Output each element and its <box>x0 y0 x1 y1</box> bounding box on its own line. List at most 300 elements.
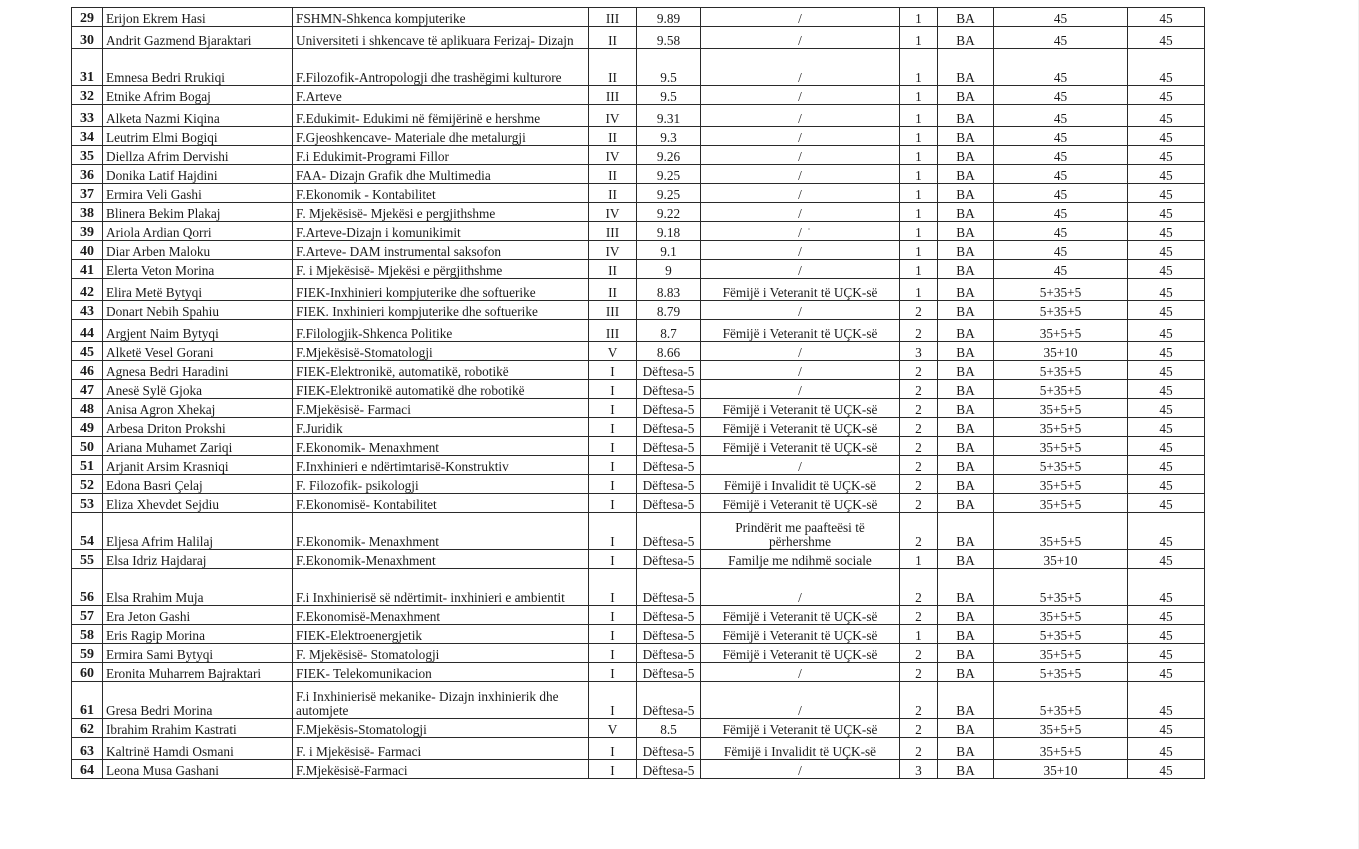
study-year-cell: I <box>589 494 637 513</box>
points-breakdown-cell: 45 <box>994 203 1128 222</box>
study-year-cell: V <box>589 719 637 738</box>
table-row <box>72 760 1205 779</box>
study-level-cell: BA <box>938 625 994 644</box>
study-level-cell: BA <box>938 105 994 127</box>
table-row <box>72 320 1205 342</box>
row-number-cell: 29 <box>72 8 103 27</box>
total-points-cell: 45 <box>1128 513 1205 550</box>
study-level-cell: BA <box>938 456 994 475</box>
faculty-program-cell: F.i Inxhinierisë së ndërtimit- inxhinieri e ambientit <box>293 569 589 606</box>
average-grade-cell: 9.5 <box>637 49 701 86</box>
points-breakdown-cell: 5+35+5 <box>994 625 1128 644</box>
points-breakdown-cell: 45 <box>994 165 1128 184</box>
total-points-cell: 45 <box>1128 146 1205 165</box>
points-breakdown-cell: 35+5+5 <box>994 418 1128 437</box>
row-number-cell: 36 <box>72 165 103 184</box>
study-year-cell: I <box>589 380 637 399</box>
table-row <box>72 738 1205 760</box>
social-category-cell: / <box>701 342 900 361</box>
family-count-cell: 2 <box>900 301 938 320</box>
study-level-cell: BA <box>938 203 994 222</box>
total-points-cell: 45 <box>1128 663 1205 682</box>
social-category-cell: / <box>701 222 900 241</box>
average-grade-cell: Dëftesa-5 <box>637 663 701 682</box>
total-points-cell: 45 <box>1128 165 1205 184</box>
table-row <box>72 222 1205 241</box>
faculty-program-cell: F.Gjeoshkencave- Materiale dhe metalurgji <box>293 127 589 146</box>
study-level-cell: BA <box>938 513 994 550</box>
average-grade-cell: 8.5 <box>637 719 701 738</box>
study-level-cell: BA <box>938 320 994 342</box>
points-breakdown-cell: 5+35+5 <box>994 569 1128 606</box>
family-count-cell: 2 <box>900 456 938 475</box>
social-category-cell: Fëmijë i Veteranit të UÇK-së <box>701 279 900 301</box>
average-grade-cell: 9.26 <box>637 146 701 165</box>
total-points-cell: 45 <box>1128 8 1205 27</box>
study-level-cell: BA <box>938 184 994 203</box>
faculty-program-cell: F.Mjekësisë- Farmaci <box>293 399 589 418</box>
social-category-cell: / <box>701 380 900 399</box>
row-number-cell: 55 <box>72 550 103 569</box>
social-category-cell: / <box>701 27 900 49</box>
average-grade-cell: 8.83 <box>637 279 701 301</box>
faculty-program-cell: F.Arteve- DAM instrumental saksofon <box>293 241 589 260</box>
study-level-cell: BA <box>938 760 994 779</box>
row-number-cell: 38 <box>72 203 103 222</box>
total-points-cell: 45 <box>1128 279 1205 301</box>
family-count-cell: 1 <box>900 184 938 203</box>
social-category-cell: / <box>701 49 900 86</box>
faculty-program-cell: F.Inxhinieri e ndërtimtarisë-Konstruktiv <box>293 456 589 475</box>
average-grade-cell: 9.25 <box>637 165 701 184</box>
student-name-cell: Andrit Gazmend Bjaraktari <box>103 27 293 49</box>
faculty-program-cell: F.Mjekësisë-Farmaci <box>293 760 589 779</box>
student-name-cell: Kaltrinë Hamdi Osmani <box>103 738 293 760</box>
average-grade-cell: 9.31 <box>637 105 701 127</box>
student-name-cell: Era Jeton Gashi <box>103 606 293 625</box>
average-grade-cell: Dëftesa-5 <box>637 644 701 663</box>
study-level-cell: BA <box>938 222 994 241</box>
table-row <box>72 127 1205 146</box>
row-number-cell: 56 <box>72 569 103 606</box>
faculty-program-cell: F.Edukimit- Edukimi në fëmijërinë e hershme <box>293 105 589 127</box>
social-category-cell: Fëmijë i Veteranit të UÇK-së <box>701 606 900 625</box>
family-count-cell: 3 <box>900 760 938 779</box>
social-category-cell: Fëmijë i Veteranit të UÇK-së <box>701 644 900 663</box>
social-category-cell: / <box>701 8 900 27</box>
table-row <box>72 625 1205 644</box>
table-row <box>72 165 1205 184</box>
table-row <box>72 342 1205 361</box>
student-name-cell: Ariana Muhamet Zariqi <box>103 437 293 456</box>
student-name-cell: Edona Basri Çelaj <box>103 475 293 494</box>
row-number-cell: 34 <box>72 127 103 146</box>
study-year-cell: I <box>589 475 637 494</box>
family-count-cell: 1 <box>900 86 938 105</box>
study-year-cell: IV <box>589 241 637 260</box>
study-level-cell: BA <box>938 127 994 146</box>
family-count-cell: 2 <box>900 606 938 625</box>
table-row <box>72 49 1205 86</box>
row-number-cell: 32 <box>72 86 103 105</box>
study-year-cell: I <box>589 456 637 475</box>
points-breakdown-cell: 45 <box>994 146 1128 165</box>
total-points-cell: 45 <box>1128 105 1205 127</box>
study-level-cell: BA <box>938 569 994 606</box>
average-grade-cell: Dëftesa-5 <box>637 606 701 625</box>
student-name-cell: Etnike Afrim Bogaj <box>103 86 293 105</box>
table-row <box>72 86 1205 105</box>
total-points-cell: 45 <box>1128 456 1205 475</box>
points-breakdown-cell: 45 <box>994 260 1128 279</box>
faculty-program-cell: FIEK-Inxhinieri kompjuterike dhe softuerike <box>293 279 589 301</box>
row-number-cell: 33 <box>72 105 103 127</box>
social-category-cell: / <box>701 86 900 105</box>
study-year-cell: I <box>589 399 637 418</box>
study-level-cell: BA <box>938 361 994 380</box>
study-level-cell: BA <box>938 342 994 361</box>
social-category-cell: / <box>701 184 900 203</box>
faculty-program-cell: FSHMN-Shkenca kompjuterike <box>293 8 589 27</box>
social-category-cell: Familje me ndihmë sociale <box>701 550 900 569</box>
family-count-cell: 2 <box>900 399 938 418</box>
table-row <box>72 456 1205 475</box>
row-number-cell: 51 <box>72 456 103 475</box>
average-grade-cell: Dëftesa-5 <box>637 456 701 475</box>
study-level-cell: BA <box>938 49 994 86</box>
student-name-cell: Ermira Veli Gashi <box>103 184 293 203</box>
points-breakdown-cell: 35+5+5 <box>994 738 1128 760</box>
points-breakdown-cell: 35+5+5 <box>994 494 1128 513</box>
average-grade-cell: Dëftesa-5 <box>637 418 701 437</box>
total-points-cell: 45 <box>1128 437 1205 456</box>
social-category-cell: / <box>701 165 900 184</box>
total-points-cell: 45 <box>1128 361 1205 380</box>
total-points-cell: 45 <box>1128 738 1205 760</box>
average-grade-cell: 8.79 <box>637 301 701 320</box>
student-name-cell: Alketa Nazmi Kiqina <box>103 105 293 127</box>
row-number-cell: 60 <box>72 663 103 682</box>
family-count-cell: 2 <box>900 418 938 437</box>
study-year-cell: I <box>589 418 637 437</box>
social-category-cell: / <box>701 260 900 279</box>
family-count-cell: 1 <box>900 146 938 165</box>
points-breakdown-cell: 5+35+5 <box>994 682 1128 719</box>
average-grade-cell: Dëftesa-5 <box>637 550 701 569</box>
family-count-cell: 2 <box>900 569 938 606</box>
student-name-cell: Arbesa Driton Prokshi <box>103 418 293 437</box>
points-breakdown-cell: 35+5+5 <box>994 606 1128 625</box>
family-count-cell: 2 <box>900 644 938 663</box>
study-level-cell: BA <box>938 301 994 320</box>
row-number-cell: 39 <box>72 222 103 241</box>
total-points-cell: 45 <box>1128 682 1205 719</box>
family-count-cell: 2 <box>900 513 938 550</box>
family-count-cell: 1 <box>900 49 938 86</box>
family-count-cell: 1 <box>900 165 938 184</box>
faculty-program-cell: F.Filozofik-Antropologji dhe trashëgimi kulturore <box>293 49 589 86</box>
social-category-cell: / <box>701 301 900 320</box>
faculty-program-cell: FAA- Dizajn Grafik dhe Multimedia <box>293 165 589 184</box>
row-number-cell: 45 <box>72 342 103 361</box>
study-level-cell: BA <box>938 663 994 682</box>
table-row <box>72 550 1205 569</box>
faculty-program-cell: F.Arteve <box>293 86 589 105</box>
faculty-program-cell: F. Mjekësisë- Mjekësi e pergjithshme <box>293 203 589 222</box>
student-name-cell: Agnesa Bedri Haradini <box>103 361 293 380</box>
points-breakdown-cell: 45 <box>994 127 1128 146</box>
total-points-cell: 45 <box>1128 606 1205 625</box>
total-points-cell: 45 <box>1128 86 1205 105</box>
family-count-cell: 1 <box>900 8 938 27</box>
study-year-cell: I <box>589 760 637 779</box>
student-name-cell: Eljesa Afrim Halilaj <box>103 513 293 550</box>
study-year-cell: IV <box>589 105 637 127</box>
faculty-program-cell: F.Ekonomisë- Kontabilitet <box>293 494 589 513</box>
total-points-cell: 45 <box>1128 380 1205 399</box>
family-count-cell: 2 <box>900 663 938 682</box>
faculty-program-cell: F.Ekonomik- Menaxhment <box>293 437 589 456</box>
total-points-cell: 45 <box>1128 399 1205 418</box>
table-row <box>72 513 1205 550</box>
study-year-cell: IV <box>589 203 637 222</box>
student-name-cell: Diar Arben Maloku <box>103 241 293 260</box>
points-breakdown-cell: 45 <box>994 184 1128 203</box>
average-grade-cell: Dëftesa-5 <box>637 760 701 779</box>
family-count-cell: 1 <box>900 260 938 279</box>
table-row <box>72 27 1205 49</box>
social-category-cell: / <box>701 361 900 380</box>
row-number-cell: 61 <box>72 682 103 719</box>
student-name-cell: Gresa Bedri Morina <box>103 682 293 719</box>
row-number-cell: 63 <box>72 738 103 760</box>
average-grade-cell: 8.7 <box>637 320 701 342</box>
social-category-cell: Fëmijë i Veteranit të UÇK-së <box>701 399 900 418</box>
social-category-cell: / <box>701 105 900 127</box>
points-breakdown-cell: 35+10 <box>994 760 1128 779</box>
study-year-cell: II <box>589 127 637 146</box>
scholarship-results-table <box>71 7 1205 779</box>
total-points-cell: 45 <box>1128 49 1205 86</box>
study-year-cell: I <box>589 550 637 569</box>
total-points-cell: 45 <box>1128 203 1205 222</box>
social-category-cell: / <box>701 569 900 606</box>
faculty-program-cell: FIEK-Elektronikë, automatikë, robotikë <box>293 361 589 380</box>
table-row <box>72 418 1205 437</box>
table-row <box>72 146 1205 165</box>
points-breakdown-cell: 5+35+5 <box>994 380 1128 399</box>
faculty-program-cell: F.Juridik <box>293 418 589 437</box>
study-year-cell: III <box>589 320 637 342</box>
row-number-cell: 40 <box>72 241 103 260</box>
study-level-cell: BA <box>938 494 994 513</box>
average-grade-cell: Dëftesa-5 <box>637 682 701 719</box>
points-breakdown-cell: 35+5+5 <box>994 320 1128 342</box>
points-breakdown-cell: 5+35+5 <box>994 361 1128 380</box>
points-breakdown-cell: 45 <box>994 105 1128 127</box>
total-points-cell: 45 <box>1128 494 1205 513</box>
family-count-cell: 1 <box>900 27 938 49</box>
points-breakdown-cell: 35+5+5 <box>994 399 1128 418</box>
row-number-cell: 47 <box>72 380 103 399</box>
faculty-program-cell: FIEK-Elektroenergjetik <box>293 625 589 644</box>
average-grade-cell: 9 <box>637 260 701 279</box>
points-breakdown-cell: 5+35+5 <box>994 279 1128 301</box>
social-category-cell: / <box>701 241 900 260</box>
social-category-cell: Fëmijë i Veteranit të UÇK-së <box>701 719 900 738</box>
points-breakdown-cell: 45 <box>994 49 1128 86</box>
total-points-cell: 45 <box>1128 719 1205 738</box>
row-number-cell: 49 <box>72 418 103 437</box>
study-level-cell: BA <box>938 738 994 760</box>
average-grade-cell: 9.1 <box>637 241 701 260</box>
student-name-cell: Anesë Sylë Gjoka <box>103 380 293 399</box>
total-points-cell: 45 <box>1128 418 1205 437</box>
study-year-cell: II <box>589 260 637 279</box>
points-breakdown-cell: 45 <box>994 222 1128 241</box>
study-year-cell: I <box>589 625 637 644</box>
row-number-cell: 30 <box>72 27 103 49</box>
student-name-cell: Erijon Ekrem Hasi <box>103 8 293 27</box>
total-points-cell: 45 <box>1128 475 1205 494</box>
table-row <box>72 241 1205 260</box>
row-number-cell: 37 <box>72 184 103 203</box>
row-number-cell: 44 <box>72 320 103 342</box>
faculty-program-cell: F.i Inxhinierisë mekanike- Dizajn inxhinierik dhe automjete <box>293 682 589 719</box>
average-grade-cell: Dëftesa-5 <box>637 399 701 418</box>
row-number-cell: 50 <box>72 437 103 456</box>
student-name-cell: Donart Nebih Spahiu <box>103 301 293 320</box>
study-year-cell: II <box>589 49 637 86</box>
student-name-cell: Leutrim Elmi Bogiqi <box>103 127 293 146</box>
total-points-cell: 45 <box>1128 184 1205 203</box>
total-points-cell: 45 <box>1128 127 1205 146</box>
social-category-cell: / <box>701 146 900 165</box>
study-year-cell: I <box>589 682 637 719</box>
points-breakdown-cell: 35+5+5 <box>994 644 1128 663</box>
average-grade-cell: 9.3 <box>637 127 701 146</box>
total-points-cell: 45 <box>1128 342 1205 361</box>
faculty-program-cell: F.Filologjik-Shkenca Politike <box>293 320 589 342</box>
row-number-cell: 57 <box>72 606 103 625</box>
study-level-cell: BA <box>938 606 994 625</box>
row-number-cell: 46 <box>72 361 103 380</box>
study-year-cell: I <box>589 569 637 606</box>
social-category-cell: / <box>701 663 900 682</box>
study-year-cell: II <box>589 279 637 301</box>
family-count-cell: 1 <box>900 203 938 222</box>
total-points-cell: 45 <box>1128 644 1205 663</box>
study-level-cell: BA <box>938 418 994 437</box>
study-year-cell: I <box>589 644 637 663</box>
study-level-cell: BA <box>938 644 994 663</box>
study-level-cell: BA <box>938 279 994 301</box>
family-count-cell: 1 <box>900 550 938 569</box>
student-name-cell: Blinera Bekim Plakaj <box>103 203 293 222</box>
study-year-cell: III <box>589 222 637 241</box>
family-count-cell: 2 <box>900 320 938 342</box>
average-grade-cell: Dëftesa-5 <box>637 569 701 606</box>
student-name-cell: Eliza Xhevdet Sejdiu <box>103 494 293 513</box>
points-breakdown-cell: 5+35+5 <box>994 663 1128 682</box>
study-level-cell: BA <box>938 719 994 738</box>
faculty-program-cell: F. Mjekësisë- Stomatologji <box>293 644 589 663</box>
row-number-cell: 64 <box>72 760 103 779</box>
family-count-cell: 2 <box>900 494 938 513</box>
table-row <box>72 682 1205 719</box>
student-name-cell: Donika Latif Hajdini <box>103 165 293 184</box>
social-category-cell: Prindërit me paafteësi të përhershme <box>701 513 900 550</box>
social-category-cell: Fëmijë i Invalidit të UÇK-së <box>701 475 900 494</box>
average-grade-cell: 9.22 <box>637 203 701 222</box>
faculty-program-cell: F.i Edukimit-Programi Fillor <box>293 146 589 165</box>
table-row <box>72 663 1205 682</box>
family-count-cell: 1 <box>900 105 938 127</box>
table-row <box>72 719 1205 738</box>
study-level-cell: BA <box>938 86 994 105</box>
table-row <box>72 494 1205 513</box>
student-name-cell: Elerta Veton Morina <box>103 260 293 279</box>
faculty-program-cell: F.Arteve-Dizajn i komunikimit <box>293 222 589 241</box>
study-year-cell: II <box>589 184 637 203</box>
row-number-cell: 41 <box>72 260 103 279</box>
row-number-cell: 52 <box>72 475 103 494</box>
family-count-cell: 1 <box>900 241 938 260</box>
faculty-program-cell: F.Ekonomik - Kontabilitet <box>293 184 589 203</box>
study-year-cell: I <box>589 437 637 456</box>
total-points-cell: 45 <box>1128 550 1205 569</box>
faculty-program-cell: FIEK-Elektronikë automatikë dhe robotikë <box>293 380 589 399</box>
total-points-cell: 45 <box>1128 222 1205 241</box>
faculty-program-cell: FIEK- Telekomunikacion <box>293 663 589 682</box>
student-name-cell: Argjent Naim Bytyqi <box>103 320 293 342</box>
table-row <box>72 380 1205 399</box>
average-grade-cell: 9.89 <box>637 8 701 27</box>
total-points-cell: 45 <box>1128 625 1205 644</box>
faculty-program-cell: Universiteti i shkencave të aplikuara Ferizaj- Dizajn <box>293 27 589 49</box>
study-level-cell: BA <box>938 27 994 49</box>
average-grade-cell: Dëftesa-5 <box>637 513 701 550</box>
table-row <box>72 279 1205 301</box>
student-name-cell: Elira Metë Bytyqi <box>103 279 293 301</box>
student-name-cell: Elsa Rrahim Muja <box>103 569 293 606</box>
row-number-cell: 42 <box>72 279 103 301</box>
student-name-cell: Emnesa Bedri Rrukiqi <box>103 49 293 86</box>
points-breakdown-cell: 35+5+5 <box>994 719 1128 738</box>
social-category-cell: Fëmijë i Veteranit të UÇK-së <box>701 437 900 456</box>
social-category-cell: / <box>701 127 900 146</box>
average-grade-cell: Dëftesa-5 <box>637 475 701 494</box>
row-number-cell: 62 <box>72 719 103 738</box>
total-points-cell: 45 <box>1128 760 1205 779</box>
family-count-cell: 2 <box>900 380 938 399</box>
total-points-cell: 45 <box>1128 569 1205 606</box>
table-row <box>72 301 1205 320</box>
student-name-cell: Elsa Idriz Hajdaraj <box>103 550 293 569</box>
faculty-program-cell: FIEK. Inxhinieri kompjuterike dhe softuerike <box>293 301 589 320</box>
row-number-cell: 53 <box>72 494 103 513</box>
family-count-cell: 1 <box>900 279 938 301</box>
family-count-cell: 3 <box>900 342 938 361</box>
student-name-cell: Leona Musa Gashani <box>103 760 293 779</box>
points-breakdown-cell: 5+35+5 <box>994 301 1128 320</box>
family-count-cell: 1 <box>900 625 938 644</box>
total-points-cell: 45 <box>1128 320 1205 342</box>
study-year-cell: V <box>589 342 637 361</box>
table-row <box>72 361 1205 380</box>
study-level-cell: BA <box>938 399 994 418</box>
study-level-cell: BA <box>938 475 994 494</box>
